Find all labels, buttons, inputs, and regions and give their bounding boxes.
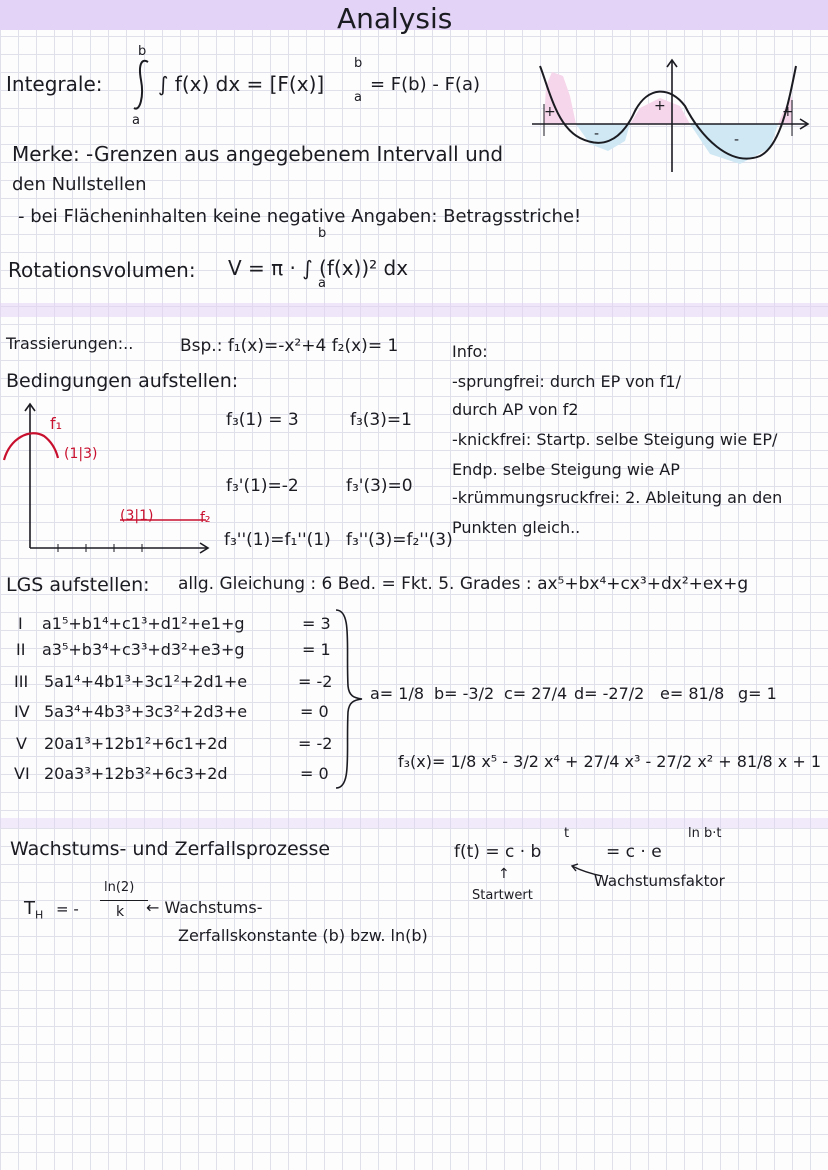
wachstum-formula: f(t) = c · b [454,842,542,862]
lgs-general: allg. Gleichung : 6 Bed. = Fkt. 5. Grades : ax⁵+bx⁴+cx³+dx²+ex+g [178,574,749,594]
wachstum-eq2: = c · e [606,842,662,862]
info-line-4: -knickfrei: Startp. selbe Steigung wie EP/ [452,430,778,449]
graph-sign-1: + [544,104,556,120]
rotation-formula: V = π · ∫ (f(x))² dx [228,256,409,280]
rotation-label: Rotationsvolumen: [8,258,196,282]
condition-2: f₃(3)=1 [350,410,412,430]
lgs-eq-4-num: IV [14,702,30,721]
graph-sign-3: + [654,98,666,114]
area-graph [530,56,812,174]
condition-5: f₃''(1)=f₁''(1) [224,530,331,550]
wachstum-exponent: t [564,826,570,841]
solution-a: a= 1/8 [370,684,425,703]
lgs-eq-3-lhs: 5a1⁴+4b1³+3c1²+2d1+e [44,672,248,691]
info-line-7: Punkten gleich.. [452,518,581,537]
graph-sign-2: - [594,126,600,142]
info-line-3: durch AP von f2 [452,400,579,419]
rotation-upper: b [318,226,327,241]
integral-rhs: = F(b) - F(a) [370,74,480,95]
lgs-eq-2-lhs: a3⁵+b3⁴+c3³+d3²+e3+g [42,640,245,659]
trassierung-bsp: Bsp.: f₁(x)=-x²+4 f₂(x)= 1 [180,336,399,356]
bracket-lower: a [354,90,362,105]
condition-4: f₃'(3)=0 [346,476,413,496]
graph-label-f1: f₁ [50,414,63,433]
startwert-arrow: ↑ [498,866,510,882]
th-eq: = - [56,900,79,918]
condition-1: f₃(1) = 3 [226,410,299,430]
solution-b: b= -3/2 [434,684,495,703]
condition-3: f₃'(1)=-2 [226,476,299,496]
solution-g: g= 1 [738,684,777,703]
info-line-6: -krümmungsruckfrei: 2. Ableitung an den [452,488,783,507]
integrale-label: Integrale: [6,72,103,96]
lgs-eq-5-num: V [16,734,27,753]
integral-formula: ∫ f(x) dx = [F(x)] [158,72,325,96]
section-divider-1 [0,303,828,317]
integral-upper: b [138,44,147,59]
solution-d: d= -27/2 [574,684,645,703]
lgs-eq-1-rhs: = 3 [302,614,331,633]
lgs-eq-6-rhs: = 0 [300,764,329,783]
integral-sign [130,56,154,116]
trassierung-heading: Trassierungen:.. [6,334,134,353]
startwert-label: Startwert [472,888,533,903]
wachstum-exponent2: ln b·t [688,826,722,841]
page-title: Analysis [337,2,453,35]
lgs-eq-5-lhs: 20a1³+12b1²+6c1+2d [44,734,228,753]
lgs-eq-4-lhs: 5a3⁴+4b3³+3c3²+2d3+e [44,702,248,721]
k-label-2: Zerfallskonstante (b) bzw. ln(b) [178,926,428,945]
merke-line-1: Merke: -Grenzen aus angegebenem Intervall und [12,142,504,166]
lgs-eq-4-rhs: = 0 [300,702,329,721]
solution-e: e= 81/8 [660,684,725,703]
lgs-eq-6-num: VI [14,764,30,783]
lgs-eq-6-lhs: 20a3³+12b3²+6c3+2d [44,764,228,783]
bedingungen-heading: Bedingungen aufstellen: [6,370,239,392]
th-lhs: $T_H$ [24,898,44,922]
merke-line-3: - bei Flächeninhalten keine negative Angaben: Betragsstriche! [18,206,582,227]
lgs-eq-5-rhs: = -2 [298,734,333,753]
wachstum-heading: Wachstums- und Zerfallsprozesse [10,838,331,860]
lgs-brace [330,606,370,792]
graph-label-p2: (3|1) [120,508,154,524]
lgs-eq-3-num: III [14,672,29,691]
lgs-eq-2-num: II [16,640,26,659]
bracket-upper: b [354,56,363,71]
graph-label-f2: f₂ [200,510,211,526]
lgs-eq-1-num: I [18,614,23,633]
graph-label-p1: (1|3) [64,446,98,462]
merke-line-2: den Nullstellen [12,174,147,195]
solution-c: c= 27/4 [504,684,568,703]
faktor-label: Wachstumsfaktor [594,872,725,890]
th-numerator: ln(2) [104,880,135,895]
rotation-lower: a [318,276,326,291]
lgs-eq-2-rhs: = 1 [302,640,331,659]
info-line-2: -sprungfrei: durch EP von f1/ [452,372,681,391]
info-line-1: Info: [452,342,488,361]
lgs-eq-1-lhs: a1⁵+b1⁴+c1³+d1²+e1+g [42,614,245,633]
lgs-eq-3-rhs: = -2 [298,672,333,691]
graph-sign-5: + [782,104,794,120]
graph-sign-4: - [734,132,740,148]
trassierung-graph [0,398,216,558]
info-line-5: Endp. selbe Steigung wie AP [452,460,680,479]
k-label-1: ← Wachstums- [146,898,263,917]
solution-function: f₃(x)= 1/8 x⁵ - 3/2 x⁴ + 27/4 x³ - 27/2 x² + 81/8 x + 1 [398,752,822,771]
lgs-heading: LGS aufstellen: [6,574,150,596]
integral-lower: a [132,113,140,128]
th-denominator: k [116,904,125,920]
condition-6: f₃''(3)=f₂''(3) [346,530,453,550]
th-fraction-bar [100,900,148,901]
